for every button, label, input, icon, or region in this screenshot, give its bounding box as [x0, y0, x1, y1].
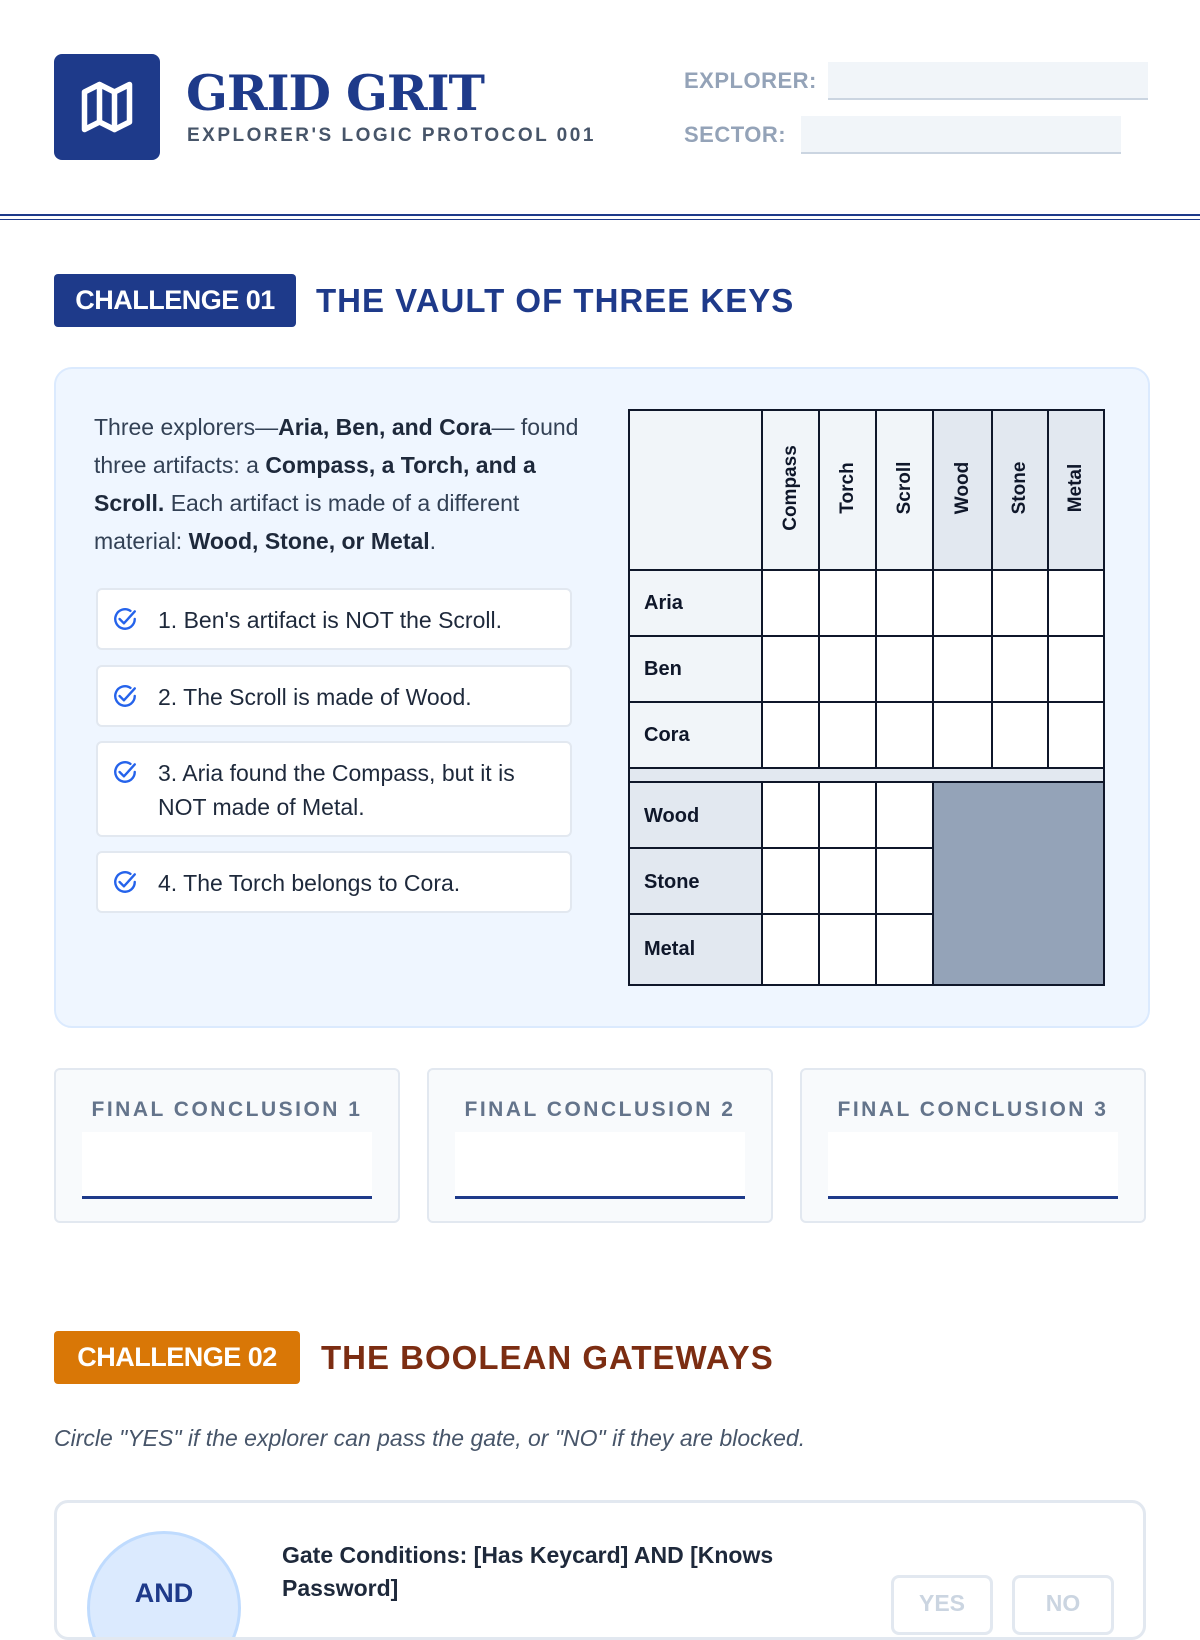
grid-cell[interactable] — [1047, 701, 1105, 769]
grid-col-label: Compass — [780, 445, 801, 531]
grid-cell[interactable] — [761, 847, 820, 915]
grid-cell[interactable] — [875, 913, 934, 986]
page-header — [0, 0, 1200, 222]
grid-cell[interactable] — [761, 781, 820, 849]
grid-row-label: Wood — [644, 805, 700, 827]
grid-cell[interactable] — [875, 701, 934, 769]
final-conclusion-input[interactable] — [82, 1132, 372, 1199]
gate-operator-badge — [87, 1531, 241, 1640]
grid-cell[interactable] — [875, 635, 934, 703]
clue-text: 3. Aria found the Compass, but it is NOT made of Metal. — [158, 760, 515, 820]
challenge-02-badge: CHALLENGE 02 — [54, 1331, 300, 1384]
clue-text: 2. The Scroll is made of Wood. — [158, 684, 472, 710]
grid-cell[interactable] — [818, 569, 877, 637]
check-circle-icon — [112, 606, 138, 632]
grid-row-label: Aria — [644, 592, 683, 614]
challenge-02-title: THE BOOLEAN GATEWAYS — [321, 1339, 774, 1376]
grid-cell[interactable] — [991, 701, 1049, 769]
header-divider-thin — [0, 219, 1200, 220]
grid-row-label: Stone — [644, 871, 700, 893]
explorer-label: EXPLORER: — [684, 68, 817, 93]
gate-operator-label: AND — [134, 1578, 194, 1608]
grid-col-label: Wood — [952, 461, 973, 515]
brand-title: GRID GRIT — [186, 64, 484, 122]
check-circle-icon — [112, 683, 138, 709]
grid-cell[interactable] — [991, 569, 1049, 637]
grid-col-label: Scroll — [894, 461, 915, 515]
challenge-01-title: THE VAULT OF THREE KEYS — [316, 282, 795, 319]
challenge-01-badge: CHALLENGE 01 — [54, 274, 296, 327]
brand-subtitle: EXPLORER'S LOGIC PROTOCOL 001 — [187, 125, 596, 146]
grid-row-label: Ben — [644, 658, 682, 680]
final-conclusion-label: FINAL CONCLUSION 2 — [464, 1098, 736, 1121]
clue-item — [96, 665, 572, 727]
grid-cell[interactable] — [818, 781, 877, 849]
grid-cell[interactable] — [818, 913, 877, 986]
check-circle-icon — [112, 759, 138, 785]
grid-cell[interactable] — [875, 569, 934, 637]
gate-conditions: Gate Conditions: [Has Keycard] AND [Knows Password] — [282, 1542, 774, 1601]
logo — [54, 54, 160, 160]
yes-option[interactable]: YES — [891, 1575, 993, 1635]
grid-cell[interactable] — [875, 847, 934, 915]
logic-grid — [628, 409, 1105, 986]
grid-cell[interactable] — [875, 781, 934, 849]
clue-text: 1. Ben's artifact is NOT the Scroll. — [158, 607, 502, 633]
final-conclusion-label: FINAL CONCLUSION 3 — [837, 1098, 1109, 1121]
grid-col-label: Metal — [1065, 463, 1086, 513]
final-conclusion-input[interactable] — [828, 1132, 1118, 1199]
grid-cell[interactable] — [761, 701, 820, 769]
challenge-02-instruction: Circle "YES" if the explorer can pass the gate, or "NO" if they are blocked. — [54, 1425, 806, 1451]
no-option[interactable]: NO — [1012, 1575, 1114, 1635]
header-divider — [0, 214, 1200, 216]
grid-cell[interactable] — [818, 635, 877, 703]
grid-cell[interactable] — [932, 701, 993, 769]
sector-field[interactable] — [801, 116, 1121, 154]
grid-cell[interactable] — [932, 569, 993, 637]
final-conclusion-card — [800, 1068, 1146, 1223]
map-icon — [77, 77, 137, 137]
clue-item — [96, 588, 572, 650]
grid-cell[interactable] — [818, 701, 877, 769]
grid-cell[interactable] — [1047, 569, 1105, 637]
check-circle-icon — [112, 869, 138, 895]
grid-cell[interactable] — [818, 847, 877, 915]
grid-cell[interactable] — [761, 569, 820, 637]
gate-card — [54, 1500, 1146, 1640]
grid-blocked-region — [932, 781, 1105, 986]
grid-cell[interactable] — [932, 635, 993, 703]
final-conclusion-input[interactable] — [455, 1132, 745, 1199]
grid-row-label: Cora — [644, 724, 690, 746]
grid-col-label: Stone — [1009, 461, 1030, 515]
grid-cell[interactable] — [991, 635, 1049, 703]
clue-item — [96, 851, 572, 913]
final-conclusion-card — [427, 1068, 773, 1223]
final-conclusion-card — [54, 1068, 400, 1223]
explorer-field[interactable] — [828, 62, 1148, 100]
clue-text: 4. The Torch belongs to Cora. — [158, 870, 461, 896]
grid-cell[interactable] — [761, 913, 820, 986]
grid-col-label: Torch — [837, 462, 858, 514]
clue-item — [96, 741, 572, 837]
final-conclusion-label: FINAL CONCLUSION 1 — [91, 1098, 363, 1121]
grid-cell[interactable] — [761, 635, 820, 703]
grid-corner — [628, 409, 763, 571]
grid-row-label: Metal — [644, 938, 696, 960]
sector-label: SECTOR: — [684, 122, 787, 147]
grid-cell[interactable] — [1047, 635, 1105, 703]
challenge-01-intro: Three explorers—Aria, Ben, and Cora— found three artifacts: a Compass, a Torch, and a Scroll. Each artifact is made of a different material: Wood, Stone, or Metal. — [94, 414, 579, 554]
